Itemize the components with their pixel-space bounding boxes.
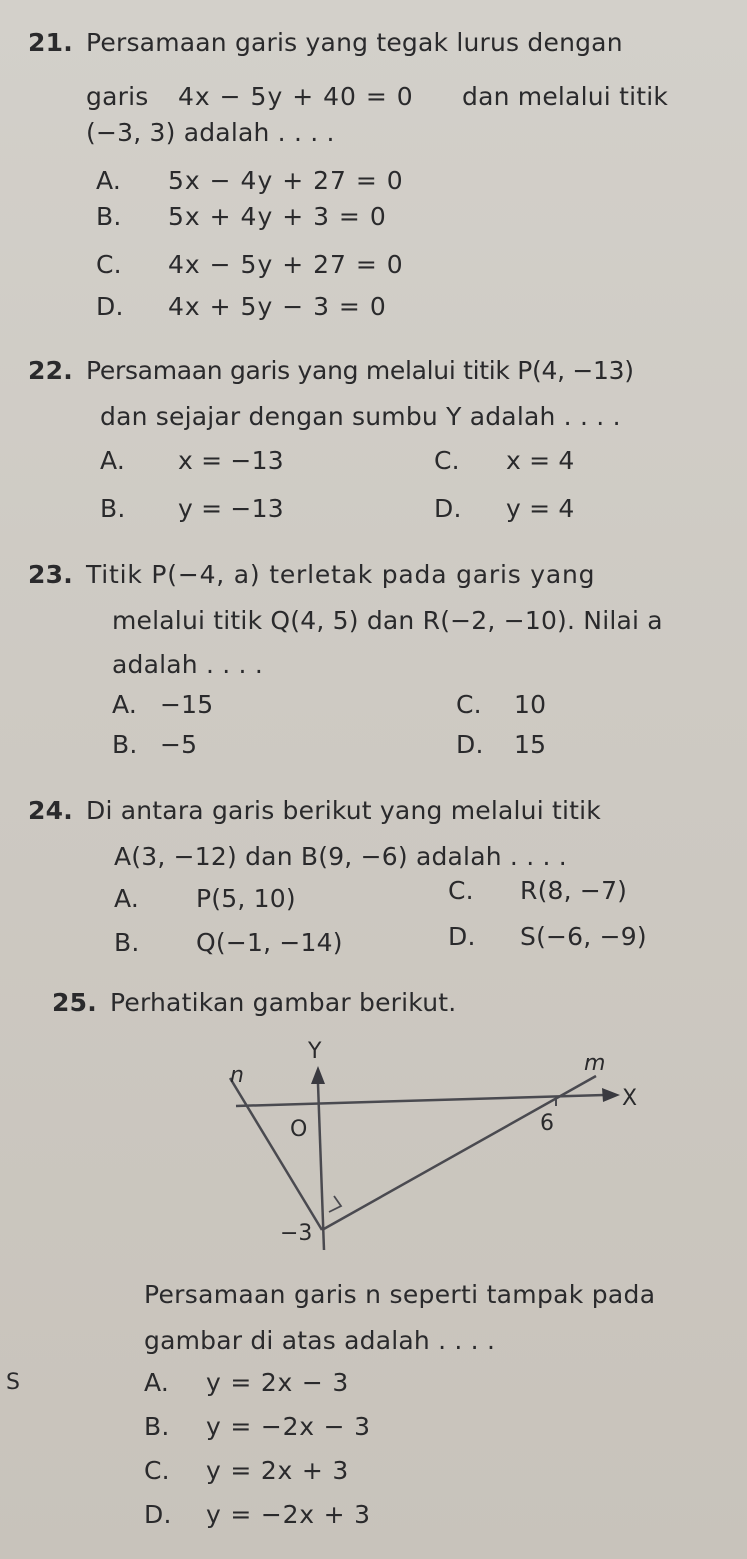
q23-option-text: 15 [514, 730, 547, 759]
margin-mark: S [6, 1370, 21, 1395]
q25-option-text: y = 2x − 3 [206, 1368, 350, 1397]
q21-number: 21. [28, 28, 73, 57]
y-axis-arrow-icon [311, 1066, 325, 1084]
q23-option-letter: C. [456, 690, 482, 719]
q22-number: 22. [28, 356, 73, 385]
q22-text-line1: Persamaan garis yang melalui titik P(4, −13) [86, 356, 634, 385]
q23-option-text: −15 [160, 690, 214, 719]
x-axis-arrow-icon [602, 1088, 620, 1102]
q25-number: 25. [52, 988, 97, 1017]
q23-option-text: −5 [160, 730, 198, 759]
q25-option-text: y = −2x + 3 [206, 1500, 371, 1529]
q22-option-text: y = −13 [178, 494, 284, 523]
label-neg3: −3 [280, 1221, 313, 1246]
q24-text-line2: A(3, −12) dan B(9, −6) adalah . . . . [114, 842, 567, 871]
q21-option-letter: B. [96, 202, 122, 231]
q24-option-text: Q(−1, −14) [196, 928, 343, 957]
q23-option-letter: D. [456, 730, 484, 759]
q21-option-letter: A. [96, 166, 122, 195]
label-x: X [622, 1086, 638, 1111]
q22-option-letter: B. [100, 494, 126, 523]
x-axis [236, 1095, 604, 1106]
q22-option-letter: A. [100, 446, 126, 475]
q21-option-text: 4x + 5y − 3 = 0 [168, 292, 387, 321]
q25-text-line1: Perhatikan gambar berikut. [110, 988, 457, 1017]
q24-option-letter: C. [448, 876, 474, 905]
q22-option-text: y = 4 [506, 494, 575, 523]
coordinate-figure [0, 1030, 747, 1270]
q25-option-letter: C. [144, 1456, 170, 1485]
q23-number: 23. [28, 560, 73, 589]
q25-option-letter: B. [144, 1412, 170, 1441]
q23-option-letter: B. [112, 730, 138, 759]
q25-option-letter: A. [144, 1368, 170, 1397]
q22-option-letter: D. [434, 494, 462, 523]
q23-option-text: 10 [514, 690, 547, 719]
line-n [230, 1078, 322, 1230]
q23-text-line2: melalui titik Q(4, 5) dan R(−2, −10). Nilai a [112, 606, 663, 635]
q21-option-letter: D. [96, 292, 124, 321]
right-angle-mark [329, 1196, 341, 1212]
label-n: n [230, 1063, 244, 1088]
q25-option-text: y = −2x − 3 [206, 1412, 371, 1441]
q25-text-line3: gambar di atas adalah . . . . [144, 1326, 496, 1355]
q21-text-line2-a: garis [86, 82, 149, 111]
q24-option-text: R(8, −7) [520, 876, 628, 905]
q25-text-line2: Persamaan garis n seperti tampak pada [144, 1280, 656, 1309]
label-m: m [584, 1051, 606, 1076]
q21-text-line3: (−3, 3) adalah . . . . [86, 118, 335, 147]
q24-option-text: P(5, 10) [196, 884, 296, 913]
q21-option-text: 5x + 4y + 3 = 0 [168, 202, 387, 231]
q24-text-line1: Di antara garis berikut yang melalui titik [86, 796, 601, 825]
q21-option-letter: C. [96, 250, 122, 279]
label-origin: O [290, 1117, 308, 1142]
q22-text-line2: dan sejajar dengan sumbu Y adalah . . . . [100, 402, 621, 431]
q21-option-text: 5x − 4y + 27 = 0 [168, 166, 404, 195]
q24-option-letter: B. [114, 928, 140, 957]
q22-option-text: x = 4 [506, 446, 575, 475]
q25-option-text: y = 2x + 3 [206, 1456, 350, 1485]
q23-text-line1: Titik P(−4, a) terletak pada garis yang [86, 560, 596, 589]
q24-option-letter: A. [114, 884, 140, 913]
q24-number: 24. [28, 796, 73, 825]
q22-option-text: x = −13 [178, 446, 284, 475]
label-y: Y [308, 1039, 322, 1064]
q21-equation: 4x − 5y + 40 = 0 [178, 82, 414, 111]
label-6: 6 [540, 1111, 554, 1136]
q23-option-letter: A. [112, 690, 138, 719]
q24-option-letter: D. [448, 922, 476, 951]
q23-text-line3: adalah . . . . [112, 650, 263, 679]
q21-text-line1: Persamaan garis yang tegak lurus dengan [86, 28, 623, 57]
q24-option-text: S(−6, −9) [520, 922, 647, 951]
q22-option-letter: C. [434, 446, 460, 475]
q25-option-letter: D. [144, 1500, 172, 1529]
q21-text-line2-b: dan melalui titik [462, 82, 669, 111]
q21-option-text: 4x − 5y + 27 = 0 [168, 250, 404, 279]
